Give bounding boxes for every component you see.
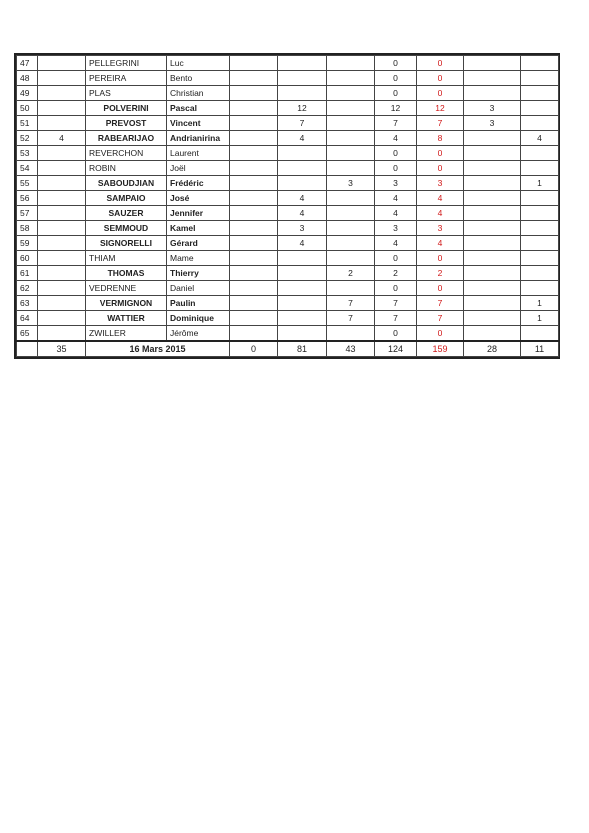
row-col-1	[230, 266, 278, 281]
last-name: PREVOST	[86, 116, 167, 131]
row-col-3	[327, 191, 375, 206]
row-col-3	[327, 56, 375, 71]
row-col-2	[278, 281, 327, 296]
last-name: WATTIER	[86, 311, 167, 326]
row-col-a	[38, 161, 86, 176]
row-col-7	[521, 146, 559, 161]
row-col-a	[38, 56, 86, 71]
first-name: Vincent	[167, 116, 230, 131]
total-col-2: 81	[278, 341, 327, 357]
row-number: 53	[17, 146, 38, 161]
row-col-1	[230, 56, 278, 71]
last-name: SEMMOUD	[86, 221, 167, 236]
row-col-7	[521, 71, 559, 86]
row-col-3	[327, 221, 375, 236]
row-col-2: 3	[278, 221, 327, 236]
row-col-7	[521, 116, 559, 131]
row-col-a	[38, 206, 86, 221]
last-name: THIAM	[86, 251, 167, 266]
row-col-1	[230, 176, 278, 191]
table-row	[17, 206, 559, 221]
row-number: 47	[17, 56, 38, 71]
table-row	[17, 311, 559, 326]
row-col-7	[521, 236, 559, 251]
row-col-2	[278, 56, 327, 71]
row-col-2	[278, 296, 327, 311]
row-col-4: 7	[375, 116, 417, 131]
total-col-6: 28	[464, 341, 521, 357]
first-name: Christian	[167, 86, 230, 101]
row-col-6	[464, 191, 521, 206]
first-name: Laurent	[167, 146, 230, 161]
row-col-6	[464, 326, 521, 342]
row-number: 65	[17, 326, 38, 342]
row-col-5: 8	[417, 131, 464, 146]
table-row	[17, 116, 559, 131]
first-name: Bento	[167, 71, 230, 86]
row-col-2	[278, 326, 327, 342]
table-row	[17, 56, 559, 71]
row-col-3: 7	[327, 296, 375, 311]
row-col-1	[230, 101, 278, 116]
row-col-6	[464, 221, 521, 236]
row-col-7	[521, 56, 559, 71]
first-name: Andrianirina	[167, 131, 230, 146]
row-col-2: 4	[278, 131, 327, 146]
row-col-6	[464, 296, 521, 311]
total-empty-cell	[17, 341, 38, 357]
row-col-6	[464, 71, 521, 86]
row-col-3	[327, 131, 375, 146]
row-col-3	[327, 71, 375, 86]
row-col-4: 0	[375, 281, 417, 296]
row-col-6	[464, 56, 521, 71]
row-col-6	[464, 236, 521, 251]
row-col-5: 0	[417, 71, 464, 86]
row-col-a	[38, 176, 86, 191]
row-number: 52	[17, 131, 38, 146]
total-col-1: 0	[230, 341, 278, 357]
last-name: SIGNORELLI	[86, 236, 167, 251]
row-col-3	[327, 251, 375, 266]
row-col-1	[230, 146, 278, 161]
row-col-7	[521, 266, 559, 281]
row-col-a	[38, 311, 86, 326]
table-row	[17, 71, 559, 86]
first-name: Thierry	[167, 266, 230, 281]
row-col-3: 7	[327, 311, 375, 326]
row-col-3	[327, 161, 375, 176]
row-col-4: 7	[375, 311, 417, 326]
first-name: Paulin	[167, 296, 230, 311]
row-col-a	[38, 326, 86, 342]
score-table	[16, 55, 559, 357]
row-col-4: 4	[375, 131, 417, 146]
row-col-5: 7	[417, 116, 464, 131]
total-col-7: 11	[521, 341, 559, 357]
row-col-5: 0	[417, 326, 464, 342]
row-col-3	[327, 116, 375, 131]
first-name: Frédéric	[167, 176, 230, 191]
row-col-a	[38, 296, 86, 311]
row-col-5: 2	[417, 266, 464, 281]
total-col-4: 124	[375, 341, 417, 357]
row-col-7	[521, 191, 559, 206]
row-col-7: 1	[521, 296, 559, 311]
last-name: ROBIN	[86, 161, 167, 176]
row-col-5: 3	[417, 221, 464, 236]
row-col-4: 7	[375, 296, 417, 311]
first-name: Mame	[167, 251, 230, 266]
row-col-1	[230, 206, 278, 221]
row-number: 50	[17, 101, 38, 116]
row-col-6	[464, 266, 521, 281]
table-row	[17, 296, 559, 311]
row-col-1	[230, 236, 278, 251]
row-col-6	[464, 311, 521, 326]
first-name: Dominique	[167, 311, 230, 326]
row-col-5: 12	[417, 101, 464, 116]
row-col-2	[278, 176, 327, 191]
row-col-4: 12	[375, 101, 417, 116]
row-number: 56	[17, 191, 38, 206]
row-col-3: 3	[327, 176, 375, 191]
table-row	[17, 251, 559, 266]
row-col-5: 0	[417, 251, 464, 266]
first-name: Luc	[167, 56, 230, 71]
row-col-3	[327, 236, 375, 251]
row-col-a	[38, 281, 86, 296]
row-col-7	[521, 281, 559, 296]
row-number: 54	[17, 161, 38, 176]
row-col-4: 3	[375, 176, 417, 191]
row-col-5: 4	[417, 236, 464, 251]
row-col-1	[230, 296, 278, 311]
table-body	[17, 56, 559, 342]
score-table-container	[14, 53, 560, 359]
row-col-5: 0	[417, 146, 464, 161]
row-col-4: 0	[375, 86, 417, 101]
row-col-7	[521, 206, 559, 221]
row-col-a	[38, 266, 86, 281]
row-col-7	[521, 86, 559, 101]
first-name: Daniel	[167, 281, 230, 296]
last-name: PEREIRA	[86, 71, 167, 86]
row-col-3	[327, 146, 375, 161]
row-col-5: 0	[417, 56, 464, 71]
table-row	[17, 146, 559, 161]
row-col-a: 4	[38, 131, 86, 146]
row-col-a	[38, 236, 86, 251]
row-col-3	[327, 86, 375, 101]
last-name: SABOUDJIAN	[86, 176, 167, 191]
row-col-1	[230, 221, 278, 236]
row-col-7	[521, 326, 559, 342]
row-col-4: 0	[375, 56, 417, 71]
row-col-6	[464, 176, 521, 191]
row-col-7	[521, 251, 559, 266]
row-col-1	[230, 311, 278, 326]
last-name: ZWILLER	[86, 326, 167, 342]
last-name: REVERCHON	[86, 146, 167, 161]
first-name: Pascal	[167, 101, 230, 116]
last-name: SAUZER	[86, 206, 167, 221]
table-row	[17, 221, 559, 236]
first-name: Joël	[167, 161, 230, 176]
table-row	[17, 131, 559, 146]
total-count: 35	[38, 341, 86, 357]
row-col-7: 1	[521, 176, 559, 191]
row-col-5: 3	[417, 176, 464, 191]
row-col-a	[38, 221, 86, 236]
first-name: Gérard	[167, 236, 230, 251]
row-col-6	[464, 146, 521, 161]
first-name: Jérôme	[167, 326, 230, 342]
last-name: RABEARIJAO	[86, 131, 167, 146]
row-col-1	[230, 71, 278, 86]
row-col-2: 7	[278, 116, 327, 131]
row-col-3	[327, 101, 375, 116]
total-row	[17, 341, 559, 357]
row-col-a	[38, 86, 86, 101]
table-row	[17, 161, 559, 176]
row-col-2: 4	[278, 191, 327, 206]
row-col-7	[521, 101, 559, 116]
row-col-4: 4	[375, 191, 417, 206]
row-col-4: 0	[375, 251, 417, 266]
row-col-7: 1	[521, 311, 559, 326]
table-row	[17, 281, 559, 296]
row-col-6	[464, 251, 521, 266]
table-row	[17, 101, 559, 116]
row-col-7	[521, 221, 559, 236]
row-col-2	[278, 146, 327, 161]
last-name: THOMAS	[86, 266, 167, 281]
row-number: 49	[17, 86, 38, 101]
row-number: 51	[17, 116, 38, 131]
row-col-2	[278, 71, 327, 86]
row-col-2	[278, 266, 327, 281]
row-col-2: 12	[278, 101, 327, 116]
first-name: Jennifer	[167, 206, 230, 221]
row-col-6	[464, 161, 521, 176]
row-col-4: 0	[375, 71, 417, 86]
row-col-2	[278, 161, 327, 176]
row-col-a	[38, 251, 86, 266]
row-col-1	[230, 191, 278, 206]
row-col-6: 3	[464, 116, 521, 131]
table-row	[17, 326, 559, 342]
row-col-4: 2	[375, 266, 417, 281]
row-col-5: 7	[417, 296, 464, 311]
row-col-2	[278, 251, 327, 266]
row-col-a	[38, 116, 86, 131]
first-name: Kamel	[167, 221, 230, 236]
last-name: PLAS	[86, 86, 167, 101]
row-col-4: 3	[375, 221, 417, 236]
row-number: 63	[17, 296, 38, 311]
row-col-2	[278, 86, 327, 101]
row-col-3	[327, 281, 375, 296]
row-col-5: 0	[417, 281, 464, 296]
table-row	[17, 191, 559, 206]
row-col-2: 4	[278, 206, 327, 221]
row-col-6	[464, 281, 521, 296]
first-name: José	[167, 191, 230, 206]
row-number: 62	[17, 281, 38, 296]
total-col-5: 159	[417, 341, 464, 357]
row-number: 58	[17, 221, 38, 236]
table-row	[17, 176, 559, 191]
row-col-a	[38, 71, 86, 86]
last-name: PELLEGRINI	[86, 56, 167, 71]
row-col-1	[230, 131, 278, 146]
last-name: POLVERINI	[86, 101, 167, 116]
row-number: 59	[17, 236, 38, 251]
row-col-4: 0	[375, 146, 417, 161]
row-col-4: 0	[375, 326, 417, 342]
last-name: SAMPAIO	[86, 191, 167, 206]
row-col-6	[464, 86, 521, 101]
row-col-2	[278, 311, 327, 326]
total-date: 16 Mars 2015	[86, 341, 230, 357]
row-col-1	[230, 86, 278, 101]
row-number: 60	[17, 251, 38, 266]
row-col-3: 2	[327, 266, 375, 281]
row-col-a	[38, 101, 86, 116]
row-col-4: 4	[375, 206, 417, 221]
last-name: VEDRENNE	[86, 281, 167, 296]
row-number: 61	[17, 266, 38, 281]
total-col-3: 43	[327, 341, 375, 357]
table-row	[17, 86, 559, 101]
row-col-a	[38, 146, 86, 161]
row-col-3	[327, 326, 375, 342]
last-name: VERMIGNON	[86, 296, 167, 311]
row-col-1	[230, 326, 278, 342]
row-number: 64	[17, 311, 38, 326]
row-col-1	[230, 116, 278, 131]
row-col-5: 0	[417, 86, 464, 101]
row-number: 57	[17, 206, 38, 221]
row-col-7: 4	[521, 131, 559, 146]
row-col-1	[230, 281, 278, 296]
row-number: 48	[17, 71, 38, 86]
row-col-4: 0	[375, 161, 417, 176]
row-col-a	[38, 191, 86, 206]
row-col-6: 3	[464, 101, 521, 116]
row-col-5: 7	[417, 311, 464, 326]
row-col-5: 0	[417, 161, 464, 176]
row-col-4: 4	[375, 236, 417, 251]
row-number: 55	[17, 176, 38, 191]
row-col-6	[464, 206, 521, 221]
table-row	[17, 266, 559, 281]
row-col-6	[464, 131, 521, 146]
row-col-5: 4	[417, 206, 464, 221]
row-col-1	[230, 161, 278, 176]
row-col-3	[327, 206, 375, 221]
row-col-2: 4	[278, 236, 327, 251]
row-col-1	[230, 251, 278, 266]
row-col-7	[521, 161, 559, 176]
row-col-5: 4	[417, 191, 464, 206]
table-row	[17, 236, 559, 251]
